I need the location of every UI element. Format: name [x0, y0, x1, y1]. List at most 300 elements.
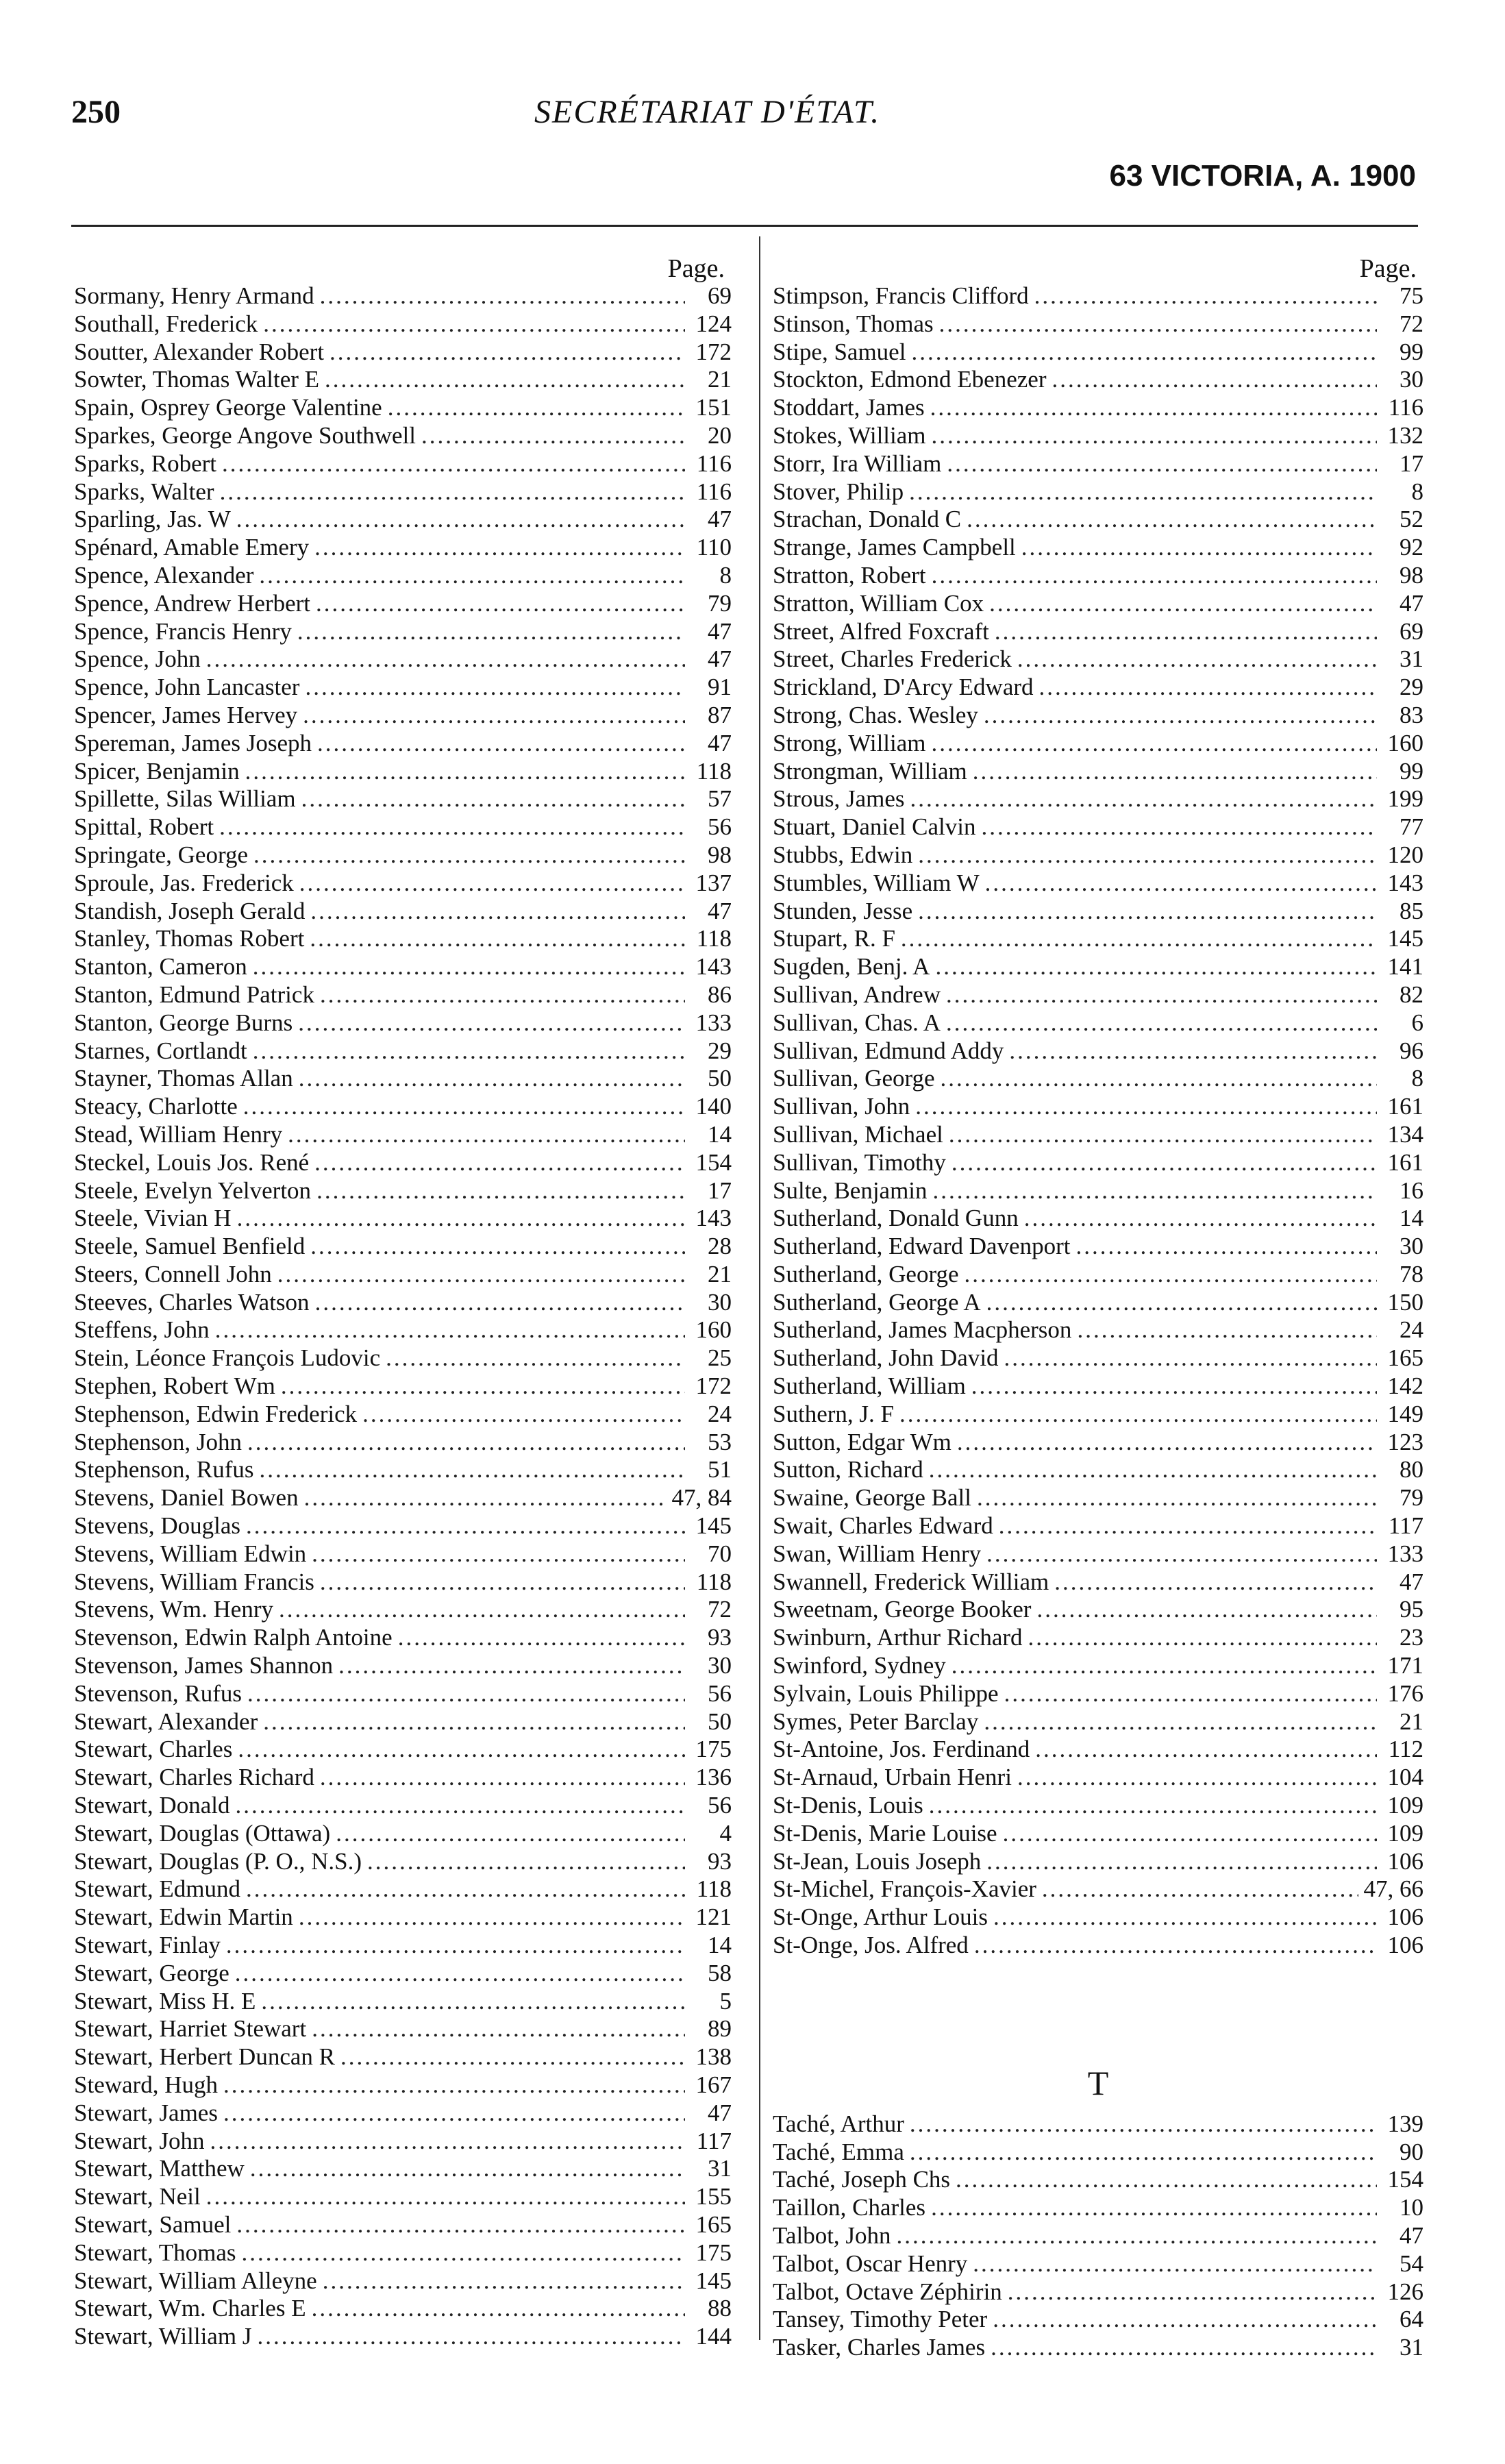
entry-page: 121 [695, 1904, 732, 1931]
entry-name: Stewart, William Alleyne [74, 2267, 317, 2294]
entry-name: Spillette, Silas William [74, 785, 296, 813]
dot-leader [315, 1289, 685, 1317]
index-entry [74, 1316, 732, 1344]
section-spacer [773, 1960, 1423, 2056]
index-entry [773, 730, 1423, 758]
index-entry [773, 1037, 1423, 1065]
entry-page: 144 [695, 2323, 732, 2350]
entry-name: Suthern, J. F [773, 1400, 894, 1427]
entry-page: 142 [1387, 1372, 1423, 1400]
entry-page: 50 [708, 1065, 732, 1092]
entry-name: St-Jean, Louis Joseph [773, 1847, 982, 1875]
index-entry [74, 785, 732, 813]
index-entry [74, 450, 732, 478]
dot-leader [314, 534, 685, 562]
dot-leader [973, 758, 1377, 786]
entry-name: Sutherland, Donald Gunn [773, 1205, 1019, 1232]
entry-name: Stewart, Matthew [74, 2155, 245, 2182]
entry-name: Sproule, Jas. Frederick [74, 869, 294, 896]
entry-name: Stevens, William Francis [74, 1568, 314, 1595]
entry-name: Spencer, James Hervey [74, 701, 298, 728]
dot-leader [235, 1960, 685, 1988]
entry-name: Southall, Frederick [74, 310, 258, 337]
entry-page: 145 [1387, 925, 1423, 952]
entry-page: 120 [1387, 841, 1423, 868]
dot-leader [1052, 366, 1377, 394]
entry-name: Swait, Charles Edward [773, 1512, 993, 1540]
dot-leader [220, 478, 685, 506]
index-entry [74, 2211, 732, 2239]
entry-page: 139 [1387, 2110, 1423, 2137]
index-entry [773, 1205, 1423, 1233]
entry-page: 24 [708, 1400, 732, 1427]
entry-name: Stephen, Robert Wm [74, 1372, 275, 1400]
dot-leader [223, 2099, 685, 2128]
dot-leader [340, 2043, 685, 2071]
index-entry [74, 562, 732, 590]
dot-leader [312, 2015, 685, 2043]
entry-page: 25 [708, 1344, 732, 1372]
index-entry [74, 870, 732, 898]
entry-page: 8 [1411, 478, 1423, 505]
dot-leader [929, 1792, 1377, 1820]
index-entry [74, 758, 732, 786]
entry-name: Steers, Connell John [74, 1260, 272, 1288]
dot-leader [297, 618, 685, 646]
index-entry [773, 1792, 1423, 1820]
entry-page: 20 [708, 421, 732, 449]
index-entry [773, 1652, 1423, 1680]
dot-leader [303, 702, 685, 730]
entry-name: Stupart, R. F [773, 925, 895, 952]
entry-name: Taché, Emma [773, 2138, 904, 2165]
index-entry [773, 674, 1423, 702]
entry-name: Stewart, Thomas [74, 2239, 236, 2266]
index-entry [773, 1624, 1423, 1652]
entry-name: Stewart, Douglas (P. O., N.S.) [74, 1847, 362, 1875]
dot-leader [329, 338, 685, 367]
entry-name: Talbot, Oscar Henry [773, 2250, 968, 2277]
entry-page: 30 [708, 1652, 732, 1679]
dot-leader [320, 282, 685, 310]
dot-leader [338, 1652, 685, 1680]
entry-page: 123 [1387, 1428, 1423, 1455]
index-entry [773, 2194, 1423, 2222]
entry-name: Sutherland, James Macpherson [773, 1316, 1072, 1344]
index-entry [773, 1149, 1423, 1177]
entry-name: Stimpson, Francis Clifford [773, 282, 1029, 309]
dot-leader [985, 870, 1377, 898]
dot-leader [1004, 1344, 1377, 1372]
index-entry [74, 310, 732, 338]
entry-name: Stuart, Daniel Calvin [773, 813, 976, 841]
entry-page: 5 [719, 1987, 732, 2015]
index-entry [773, 898, 1423, 926]
entry-page: 47, 66 [1363, 1875, 1423, 1903]
dot-leader [1024, 1205, 1377, 1233]
dot-leader [981, 813, 1377, 841]
dot-leader [986, 1540, 1377, 1568]
entry-page: 160 [695, 1316, 732, 1344]
entry-page: 133 [695, 1009, 732, 1036]
index-entry [773, 618, 1423, 646]
dot-leader [971, 1372, 1377, 1401]
index-entry [773, 506, 1423, 534]
dot-leader [918, 841, 1377, 870]
entry-page: 77 [1400, 813, 1423, 841]
index-entry [773, 1289, 1423, 1317]
entry-page: 31 [708, 2155, 732, 2182]
index-entry [74, 1121, 732, 1149]
index-entry [773, 1233, 1423, 1261]
index-entry [773, 366, 1423, 394]
dot-leader [947, 450, 1377, 478]
entry-page: 95 [1400, 1596, 1423, 1623]
entry-page: 47 [708, 2099, 732, 2126]
index-entry [773, 1065, 1423, 1093]
entry-name: Stephenson, Rufus [74, 1456, 254, 1483]
dot-leader [301, 785, 685, 813]
dot-leader [1008, 2278, 1377, 2306]
entry-page: 6 [1411, 1009, 1423, 1036]
entry-name: Sullivan, Chas. A [773, 1009, 941, 1036]
dot-leader [995, 618, 1377, 646]
entry-name: Stewart, Herbert Duncan R [74, 2043, 335, 2071]
dot-leader [206, 2183, 685, 2211]
dot-leader [310, 898, 685, 926]
index-entry [74, 1960, 732, 1988]
entry-name: Street, Alfred Foxcraft [773, 617, 989, 645]
entry-page: 143 [695, 953, 732, 981]
entry-page: 172 [695, 1372, 732, 1400]
entry-page: 82 [1400, 981, 1423, 1008]
index-entry [74, 813, 732, 841]
index-entry [74, 1484, 732, 1512]
dot-leader [247, 1429, 685, 1457]
entry-name: Stein, Léonce François Ludovic [74, 1344, 381, 1372]
dot-leader [977, 1484, 1377, 1512]
index-entry [74, 674, 732, 702]
page-number: 250 [71, 94, 121, 130]
dot-leader [918, 898, 1377, 926]
entry-page: 151 [695, 394, 732, 421]
dot-leader [336, 1820, 685, 1848]
right-entry-list [773, 282, 1423, 1960]
index-entry [773, 338, 1423, 367]
dot-leader [956, 2166, 1377, 2194]
index-entry [74, 730, 732, 758]
entry-page: 21 [708, 366, 732, 393]
dot-leader [932, 730, 1377, 758]
entry-page: 47 [708, 645, 732, 673]
dot-leader [949, 1121, 1377, 1149]
entry-page: 116 [1388, 394, 1423, 421]
entry-page: 29 [708, 1037, 732, 1064]
index-entry [773, 1401, 1423, 1429]
index-entry [74, 702, 732, 730]
entry-name: Swannell, Frederick William [773, 1568, 1049, 1595]
entry-page: 140 [695, 1093, 732, 1120]
index-entry [773, 394, 1423, 422]
entry-page: 99 [1400, 757, 1423, 785]
entry-page: 154 [695, 1148, 732, 1176]
entry-page: 8 [1411, 1065, 1423, 1092]
entry-page: 145 [695, 1512, 732, 1540]
entry-name: Spain, Osprey George Valentine [74, 394, 382, 421]
entry-page: 30 [708, 1288, 732, 1316]
t-entry-list [773, 2110, 1423, 2362]
index-entry [74, 1736, 732, 1764]
entry-page: 47 [708, 617, 732, 645]
dot-leader [263, 310, 685, 338]
entry-name: Sowter, Thomas Walter E [74, 366, 320, 393]
entry-page: 78 [1400, 1260, 1423, 1288]
dot-leader [1039, 674, 1377, 702]
entry-page: 172 [695, 338, 732, 365]
index-entry [773, 1372, 1423, 1401]
entry-name: Stanton, Edmund Patrick [74, 981, 314, 1008]
index-entry [74, 1652, 732, 1680]
entry-name: Stewart, James [74, 2099, 218, 2126]
dot-leader [984, 1708, 1377, 1736]
entry-page: 17 [1400, 449, 1423, 477]
entry-name: Steeves, Charles Watson [74, 1288, 310, 1316]
index-entry [74, 2295, 732, 2323]
index-entry [74, 2099, 732, 2128]
page-column-heading: Page. [667, 254, 725, 283]
index-entry [74, 1401, 732, 1429]
entry-page: 56 [708, 1679, 732, 1707]
dot-leader [242, 2239, 685, 2267]
dot-leader [1004, 1680, 1377, 1708]
index-entry [74, 1680, 732, 1708]
entry-page: 47 [1400, 2222, 1423, 2249]
index-entry [773, 1596, 1423, 1624]
entry-page: 136 [695, 1764, 732, 1791]
entry-page: 80 [1400, 1456, 1423, 1483]
entry-name: Stewart, Neil [74, 2183, 201, 2210]
dot-leader [899, 1401, 1377, 1429]
entry-name: Spicer, Benjamin [74, 757, 240, 785]
index-entry [74, 1875, 732, 1904]
page-column-heading: Page. [1359, 254, 1417, 283]
entry-name: Taché, Joseph Chs [773, 2166, 951, 2193]
entry-name: Tansey, Timothy Peter [773, 2306, 988, 2333]
index-entry [74, 645, 732, 674]
entry-name: Taillon, Charles [773, 2194, 926, 2221]
entry-page: 75 [1400, 282, 1423, 309]
entry-name: Stead, William Henry [74, 1120, 283, 1148]
index-entry [773, 534, 1423, 562]
dot-leader [999, 1512, 1377, 1540]
entry-page: 141 [1387, 953, 1423, 981]
entry-name: Stinson, Thomas [773, 310, 934, 337]
entry-page: 106 [1387, 1847, 1423, 1875]
entry-name: St-Antoine, Jos. Ferdinand [773, 1736, 1030, 1763]
entry-name: Sparks, Walter [74, 478, 214, 505]
entry-page: 87 [708, 701, 732, 728]
dot-leader [304, 1484, 667, 1512]
entry-name: Stoddart, James [773, 394, 925, 421]
index-entry [773, 2166, 1423, 2194]
entry-page: 138 [695, 2043, 732, 2071]
index-entry [773, 1484, 1423, 1512]
entry-page: 133 [1387, 1540, 1423, 1567]
entry-name: Stevens, William Edwin [74, 1540, 307, 1567]
entry-page: 10 [1400, 2194, 1423, 2221]
dot-leader [245, 758, 685, 786]
entry-page: 99 [1400, 338, 1423, 365]
entry-name: Stewart, Alexander [74, 1708, 258, 1735]
dot-leader [931, 2194, 1377, 2222]
entry-name: Stubbs, Edwin [773, 841, 913, 868]
entry-name: Steward, Hugh [74, 2071, 218, 2098]
index-entry [74, 1149, 732, 1177]
dot-leader [993, 1904, 1377, 1932]
dot-leader [993, 2306, 1377, 2334]
index-entry [74, 1904, 732, 1932]
dot-leader [299, 1065, 685, 1093]
index-entry [773, 1344, 1423, 1372]
entry-name: Stokes, William [773, 421, 926, 449]
dot-leader [210, 2128, 685, 2156]
entry-name: Sutton, Richard [773, 1456, 923, 1483]
index-entry [74, 925, 732, 953]
running-title: SECRÉTARIAT D'ÉTAT. [534, 94, 881, 130]
entry-name: Stevenson, Edwin Ralph Antoine [74, 1624, 393, 1651]
dot-leader [1054, 1568, 1377, 1597]
index-entry [773, 953, 1423, 981]
index-entry [74, 506, 732, 534]
entry-page: 110 [696, 534, 732, 561]
dot-leader [222, 450, 685, 478]
dot-leader [226, 1932, 685, 1960]
entry-page: 145 [695, 2267, 732, 2294]
dot-leader [388, 394, 685, 422]
entry-page: 86 [708, 981, 732, 1008]
index-entry [74, 1093, 732, 1121]
index-entry [773, 1764, 1423, 1792]
entry-name: Stewart, Samuel [74, 2210, 232, 2238]
entry-page: 91 [708, 674, 732, 701]
entry-page: 149 [1387, 1400, 1423, 1427]
entry-name: Sormany, Henry Armand [74, 282, 314, 309]
index-entry [773, 2250, 1423, 2278]
entry-name: Symes, Peter Barclay [773, 1708, 979, 1735]
entry-name: Stephenson, Edwin Frederick [74, 1400, 358, 1427]
index-entry [773, 2139, 1423, 2167]
dot-leader [253, 1037, 685, 1065]
entry-page: 118 [696, 757, 732, 785]
entry-name: Street, Charles Frederick [773, 645, 1012, 673]
dot-leader [299, 1904, 685, 1932]
dot-leader [910, 2110, 1377, 2139]
index-entry [74, 981, 732, 1009]
dot-leader [930, 394, 1377, 422]
index-entry [773, 1512, 1423, 1540]
entry-name: Steele, Evelyn Yelverton [74, 1176, 312, 1204]
entry-page: 29 [1400, 674, 1423, 701]
entry-name: Sugden, Benj. A [773, 953, 930, 981]
entry-page: 64 [1400, 2306, 1423, 2333]
entry-name: Swinford, Sydney [773, 1652, 946, 1679]
index-entry [74, 2155, 732, 2183]
entry-page: 47 [708, 729, 732, 756]
entry-name: Steckel, Louis Jos. René [74, 1148, 310, 1176]
entry-page: 132 [1387, 421, 1423, 449]
entry-page: 92 [1400, 534, 1423, 561]
index-entry [773, 1316, 1423, 1344]
entry-name: Sparling, Jas. W [74, 506, 231, 533]
index-entry [74, 1009, 732, 1037]
index-entry [74, 2015, 732, 2043]
entry-page: 154 [1387, 2166, 1423, 2193]
index-entry [773, 1540, 1423, 1568]
index-entry [74, 1708, 732, 1736]
entry-name: Stipe, Samuel [773, 338, 906, 365]
entry-name: Strong, Chas. Wesley [773, 701, 978, 728]
entry-name: Sutherland, George A [773, 1288, 981, 1316]
entry-page: 56 [708, 1792, 732, 1819]
entry-name: Stumbles, William W [773, 869, 980, 896]
index-entry [773, 562, 1423, 590]
dot-leader [951, 1149, 1377, 1177]
entry-name: Standish, Joseph Gerald [74, 897, 306, 924]
entry-page: 155 [695, 2183, 732, 2210]
entry-page: 109 [1387, 1792, 1423, 1819]
entry-page: 14 [708, 1120, 732, 1148]
dot-leader [277, 1261, 685, 1289]
dot-leader [991, 2334, 1377, 2362]
entry-name: Stayner, Thomas Allan [74, 1065, 293, 1092]
dot-leader [1017, 645, 1377, 674]
dot-leader [974, 1932, 1377, 1960]
entry-name: Spence, Alexander [74, 561, 254, 589]
dot-leader [984, 702, 1377, 730]
entry-name: Sweetnam, George Booker [773, 1596, 1032, 1623]
entry-page: 69 [708, 282, 732, 309]
entry-name: St-Onge, Arthur Louis [773, 1904, 988, 1931]
dot-leader [206, 645, 685, 674]
entry-name: Springate, George [74, 841, 249, 868]
entry-page: 58 [708, 1959, 732, 1986]
index-entry [773, 1708, 1423, 1736]
index-entry [74, 1205, 732, 1233]
dot-leader [246, 1875, 685, 1904]
dot-leader [236, 506, 685, 534]
entry-name: Stratton, William Cox [773, 589, 984, 617]
dot-leader [238, 1736, 685, 1764]
entry-page: 79 [1400, 1484, 1423, 1512]
entry-page: 72 [708, 1596, 732, 1623]
entry-name: Spittal, Robert [74, 813, 214, 841]
index-entry [773, 1680, 1423, 1708]
index-entry [773, 450, 1423, 478]
index-entry [773, 1009, 1423, 1037]
entry-page: 93 [708, 1624, 732, 1651]
dot-leader [317, 730, 685, 758]
index-entry [74, 1372, 732, 1401]
dot-leader [312, 1540, 685, 1568]
entry-name: Sullivan, Timothy [773, 1148, 946, 1176]
dot-leader [1009, 1037, 1377, 1065]
entry-name: Stewart, Wm. Charles E [74, 2295, 306, 2322]
entry-page: 175 [695, 2239, 732, 2266]
index-entry [773, 2334, 1423, 2362]
entry-name: St-Michel, François-Xavier [773, 1875, 1036, 1903]
entry-name: Spence, John Lancaster [74, 674, 300, 701]
dot-leader [219, 813, 685, 841]
